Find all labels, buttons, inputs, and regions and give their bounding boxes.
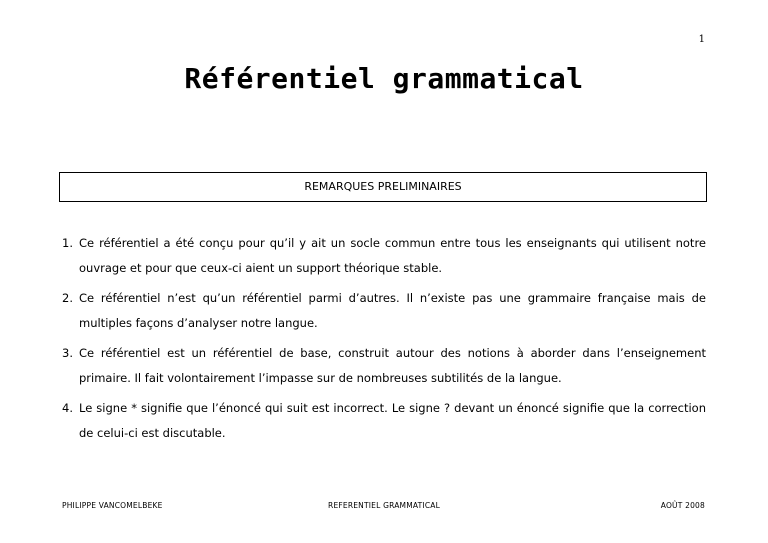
- remark-item-3: [62, 341, 706, 391]
- footer-date: AOÛT 2008: [660, 501, 705, 510]
- section-heading-box: [59, 172, 707, 202]
- remark-text: Ce référentiel a été conçu pour qu’il y ait un socle commun entre tous les enseignants qui utilisent notre ouvrage et pour que ceux-ci aient un support théorique stable.: [79, 236, 706, 275]
- document-title: Référentiel grammatical: [184, 62, 584, 95]
- remark-number: 2.: [62, 291, 73, 305]
- section-heading: REMARQUES PRELIMINAIRES: [304, 180, 462, 193]
- remark-number: 1.: [62, 236, 73, 250]
- remarks-list: [62, 231, 706, 451]
- footer-author: PHILIPPE VANCOMELBEKE: [62, 501, 163, 510]
- remark-item-1: [62, 231, 706, 281]
- remark-number: 4.: [62, 401, 73, 415]
- remark-text: Le signe * signifie que l’énoncé qui suit est incorrect. Le signe ? devant un énoncé signifie que la correction de celui-ci est discutable.: [79, 401, 706, 440]
- remark-item-2: [62, 286, 706, 336]
- remark-text: Ce référentiel n’est qu’un référentiel parmi d’autres. Il n’existe pas une grammaire française mais de multiples façons d’analyser notre langue.: [79, 291, 706, 330]
- remark-number: 3.: [62, 346, 73, 360]
- page-number: 1: [698, 34, 705, 45]
- remark-text: Ce référentiel est un référentiel de base, construit autour des notions à aborder dans l’enseignement primaire. Il fait volontairement l’impasse sur de nombreuses subtilités de la langue.: [79, 346, 706, 385]
- footer-title: REFERENTIEL GRAMMATICAL: [328, 501, 440, 510]
- remark-item-4: [62, 396, 706, 446]
